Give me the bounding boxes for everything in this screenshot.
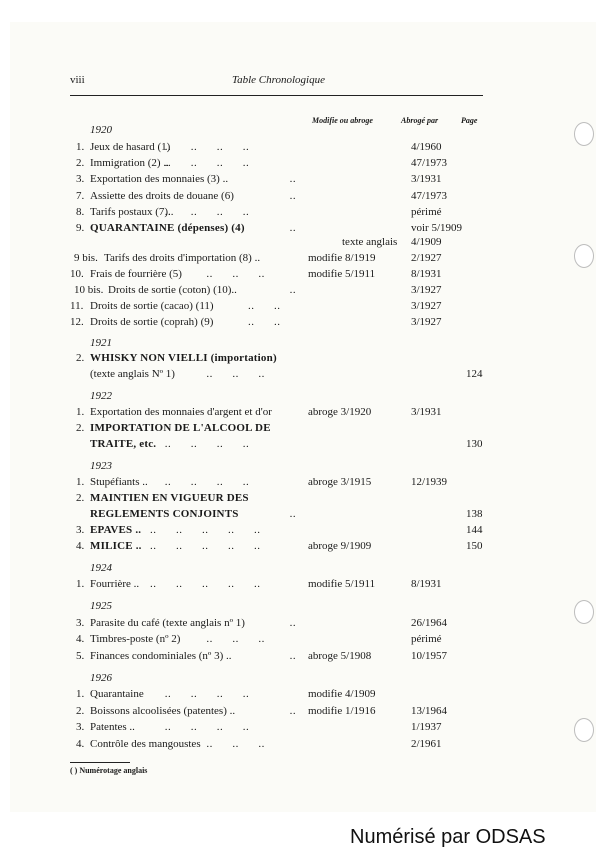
entry-number: 5. bbox=[76, 650, 85, 662]
entry-number: 1. bbox=[76, 141, 85, 153]
repealed-cell: 13/1964 bbox=[411, 705, 448, 717]
leader-dots: .. bbox=[289, 705, 297, 717]
entry-number: 3. bbox=[76, 173, 85, 185]
repealed-cell: 47/1973 bbox=[411, 190, 448, 202]
page-cell: 150 bbox=[466, 540, 483, 552]
footnote: ( ) Numérotage anglais bbox=[70, 766, 148, 775]
binder-hole bbox=[574, 244, 594, 268]
entry-number: 9. bbox=[76, 222, 85, 234]
year-heading: 1921 bbox=[90, 337, 112, 349]
column-header-modified: Modifie ou abroge bbox=[312, 116, 373, 125]
year-heading: 1920 bbox=[90, 124, 112, 136]
page-title: Table Chronologique bbox=[232, 74, 326, 86]
entry-title: WHISKY NON VIELLI (importation) bbox=[90, 352, 277, 364]
modified-cell: modifie 8/1919 bbox=[308, 252, 376, 264]
binder-hole bbox=[574, 600, 594, 624]
repealed-cell: 12/1939 bbox=[411, 476, 448, 488]
column-header-page: Page bbox=[461, 116, 478, 125]
repealed-cell: 2/1927 bbox=[411, 252, 442, 264]
modified-cell: abroge 5/1908 bbox=[308, 650, 372, 662]
year-heading: 1924 bbox=[90, 562, 112, 574]
leader-dots: .. .. .. bbox=[206, 738, 265, 750]
entry-number: 2. bbox=[76, 352, 85, 364]
repealed-cell: 8/1931 bbox=[411, 578, 442, 590]
leader-dots: .. .. .. .. .. bbox=[150, 578, 261, 590]
year-heading: 1922 bbox=[90, 390, 112, 402]
entry-title: MAINTIEN EN VIGUEUR DES bbox=[90, 492, 249, 504]
entry-number: 3. bbox=[76, 617, 85, 629]
repealed-cell: 10/1957 bbox=[411, 650, 448, 662]
entry-title: Droits de sortie (coprah) (9) bbox=[90, 316, 214, 328]
repealed-cell: 8/1931 bbox=[411, 268, 442, 280]
repealed-cell: 3/1931 bbox=[411, 406, 442, 418]
repealed-cell: 4/1909 bbox=[411, 236, 442, 248]
entry-number: 8. bbox=[76, 206, 85, 218]
leader-dots: .. .. .. bbox=[206, 368, 265, 380]
entry-number: 2. bbox=[76, 705, 85, 717]
entry-number: 2. bbox=[76, 157, 85, 169]
modified-cell: modifie 1/1916 bbox=[308, 705, 376, 717]
entry-title: IMPORTATION DE L'ALCOOL DE bbox=[90, 422, 271, 434]
year-heading: 1923 bbox=[90, 460, 112, 472]
digitization-watermark: Numérisé par ODSAS bbox=[350, 826, 546, 848]
leader-dots: .. .. .. bbox=[206, 633, 265, 645]
entry-number: 1. bbox=[76, 578, 85, 590]
repealed-cell: 47/1973 bbox=[411, 157, 448, 169]
leader-dots: .. .. .. bbox=[206, 268, 265, 280]
modified-cell: texte anglais bbox=[342, 236, 398, 248]
entry-title: Exportation des monnaies (3) .. bbox=[90, 173, 229, 185]
repealed-cell: 3/1927 bbox=[411, 316, 442, 328]
entry-title-continued: TRAITE, etc. bbox=[90, 438, 157, 450]
leader-dots: .. bbox=[289, 173, 297, 185]
repealed-cell: périmé bbox=[411, 633, 442, 645]
modified-cell: modifie 4/1909 bbox=[308, 688, 376, 700]
entry-number: 4. bbox=[76, 738, 85, 750]
leader-dots: .. .. .. .. bbox=[164, 157, 250, 169]
page-number: viii bbox=[70, 74, 85, 86]
entry-title: Quarantaine bbox=[90, 688, 144, 700]
leader-dots: .. .. .. .. bbox=[164, 721, 250, 733]
page-cell: 144 bbox=[466, 524, 483, 536]
entry-title: Finances condominiales (nº 3) .. bbox=[90, 650, 232, 662]
repealed-cell: 2/1961 bbox=[411, 738, 442, 750]
entry-title: Droits de sortie (cacao) (11) bbox=[90, 300, 214, 312]
entry-title: Boissons alcoolisées (patentes) .. bbox=[90, 705, 236, 717]
entry-number: 1. bbox=[76, 476, 85, 488]
entry-title: Assiette des droits de douane (6) bbox=[90, 190, 234, 202]
modified-cell: abroge 3/1915 bbox=[308, 476, 372, 488]
entry-number: 10. bbox=[70, 268, 84, 280]
entry-number: 10 bis. bbox=[74, 284, 104, 296]
leader-dots: .. bbox=[289, 617, 297, 629]
leader-dots: .. bbox=[289, 284, 297, 296]
entry-title: Jeux de hasard (1) bbox=[90, 141, 171, 153]
repealed-cell: 1/1937 bbox=[411, 721, 442, 733]
entry-title: Patentes .. bbox=[90, 721, 135, 733]
repealed-cell: 3/1927 bbox=[411, 300, 442, 312]
entry-title: Tarifs postaux (7).. bbox=[90, 206, 174, 218]
repealed-cell: voir 5/1909 bbox=[411, 222, 463, 234]
leader-dots: .. bbox=[289, 650, 297, 662]
entry-number: 2. bbox=[76, 422, 85, 434]
leader-dots: .. .. .. .. bbox=[164, 438, 250, 450]
entry-title: MILICE .. bbox=[90, 540, 142, 552]
entry-title-continued: (texte anglais Nº 1) bbox=[90, 368, 175, 380]
entry-title: Contrôle des mangoustes bbox=[90, 738, 201, 750]
page-cell: 124 bbox=[466, 368, 483, 380]
leader-dots: .. .. bbox=[248, 316, 281, 328]
repealed-cell: 3/1931 bbox=[411, 173, 442, 185]
entry-number: 9 bis. bbox=[74, 252, 98, 264]
entry-title: Fourrière .. bbox=[90, 578, 140, 590]
entry-number: 12. bbox=[70, 316, 84, 328]
modified-cell: modifie 5/1911 bbox=[308, 578, 376, 590]
repealed-cell: 26/1964 bbox=[411, 617, 448, 629]
leader-dots: .. bbox=[289, 222, 297, 234]
leader-dots: .. .. .. .. .. bbox=[150, 540, 261, 552]
entry-title: QUARANTAINE (dépenses) (4) bbox=[90, 222, 245, 234]
binder-hole bbox=[574, 122, 594, 146]
year-heading: 1925 bbox=[90, 600, 112, 612]
entry-title: Parasite du café (texte anglais nº 1) bbox=[90, 617, 245, 629]
binder-hole bbox=[574, 718, 594, 742]
entry-number: 3. bbox=[76, 524, 85, 536]
repealed-cell: 4/1960 bbox=[411, 141, 442, 153]
entry-number: 4. bbox=[76, 633, 85, 645]
modified-cell: modifie 5/1911 bbox=[308, 268, 376, 280]
entry-title-continued: REGLEMENTS CONJOINTS bbox=[90, 508, 239, 520]
modified-cell: abroge 3/1920 bbox=[308, 406, 372, 418]
leader-dots: .. .. .. .. bbox=[164, 688, 250, 700]
leader-dots: .. .. .. .. bbox=[164, 476, 250, 488]
entry-number: 11. bbox=[70, 300, 84, 312]
entry-number: 2. bbox=[76, 492, 85, 504]
page-cell: 138 bbox=[466, 508, 483, 520]
leader-dots: .. .. bbox=[248, 300, 281, 312]
entry-title: EPAVES .. bbox=[90, 524, 142, 536]
column-header-repealed: Abrogé par bbox=[401, 116, 439, 125]
modified-cell: abroge 9/1909 bbox=[308, 540, 372, 552]
entry-number: 7. bbox=[76, 190, 85, 202]
entry-title: Exportation des monnaies d'argent et d'or bbox=[90, 406, 272, 418]
leader-dots: .. .. .. .. bbox=[164, 141, 250, 153]
repealed-cell: 3/1927 bbox=[411, 284, 442, 296]
entry-title: Tarifs des droits d'importation (8) .. bbox=[104, 252, 261, 264]
entry-title: Frais de fourrière (5) bbox=[90, 268, 182, 280]
entry-number: 3. bbox=[76, 721, 85, 733]
page-cell: 130 bbox=[466, 438, 483, 450]
leader-dots: .. bbox=[289, 190, 297, 202]
repealed-cell: périmé bbox=[411, 206, 442, 218]
leader-dots: .. bbox=[289, 508, 297, 520]
leader-dots: .. .. .. .. .. bbox=[150, 524, 261, 536]
year-heading: 1926 bbox=[90, 672, 112, 684]
leader-dots: .. .. .. .. bbox=[164, 206, 250, 218]
entry-title: Droits de sortie (coton) (10).. bbox=[108, 284, 237, 296]
entry-number: 1. bbox=[76, 406, 85, 418]
entry-title: Immigration (2) .. bbox=[90, 157, 169, 169]
header-rule bbox=[70, 95, 483, 96]
entry-number: 4. bbox=[76, 540, 85, 552]
entry-title: Timbres-poste (nº 2) bbox=[90, 633, 181, 645]
entry-title: Stupéfiants .. bbox=[90, 476, 148, 488]
footnote-rule bbox=[70, 762, 130, 763]
entry-number: 1. bbox=[76, 688, 85, 700]
